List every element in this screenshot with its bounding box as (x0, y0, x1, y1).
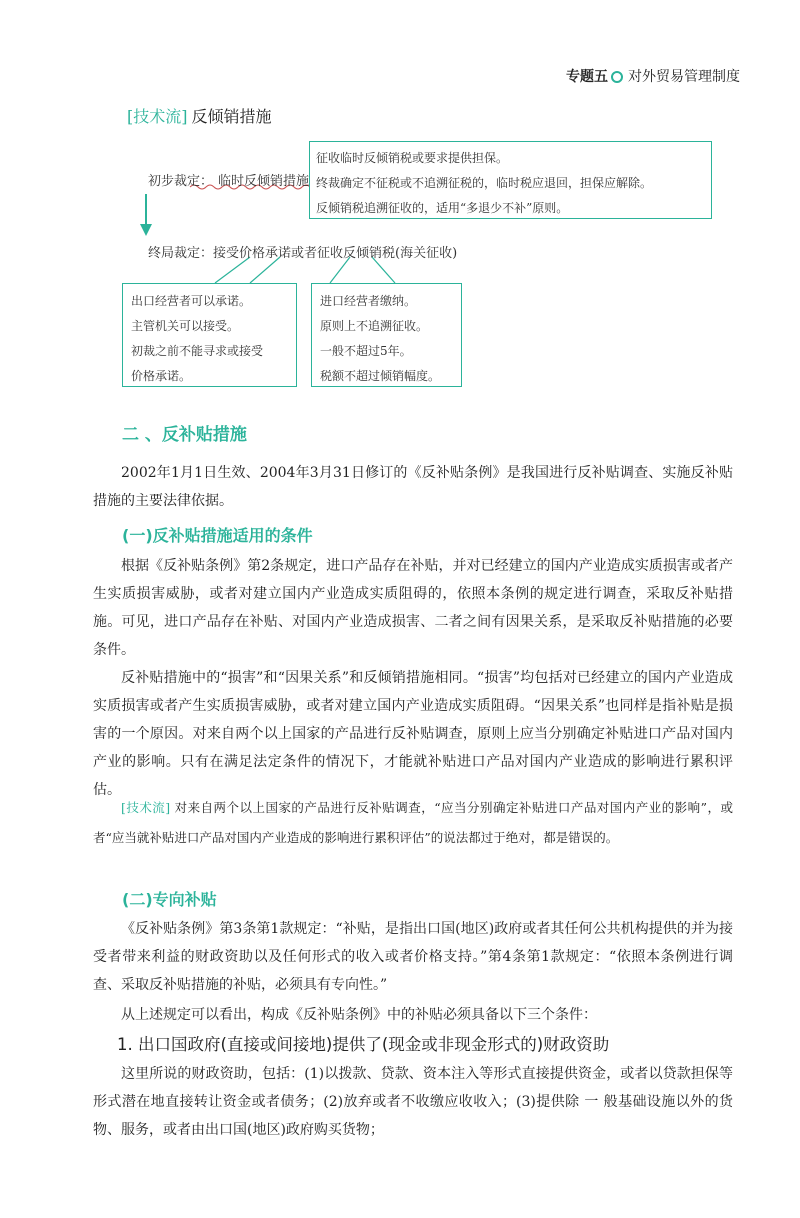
arrow-head (140, 224, 152, 236)
box-line: 税额不超过倾销幅度。 (320, 369, 441, 383)
paragraph-subsidy-definition: 《反补贴条例》第3条第1款规定：“补贴，是指出口国(地区)政府或者其任何公共机构提供的并为接受者带来利益的财政资助以及任何形式的收入或者价格支持。”第4条第1款规定：“依照本条例进行调查、采取反补贴措施的补贴，必须具有专向性。” (93, 921, 733, 993)
section-title: 二 、反补贴措施 (122, 425, 247, 445)
box-line: 进口经营者缴纳。 (320, 294, 417, 308)
box-line: 原则上不追溯征收。 (320, 319, 429, 333)
box-line: 初裁之前不能寻求或接受 (131, 344, 264, 358)
paragraph-conditions: 根据《反补贴条例》第2条规定，进口产品存在补贴，并对已经建立的国内产业造成实质损害或者产生实质损害威胁，或者对建立国内产业造成实质阻碍的，依照本条例的规定进行调查，采取反补贴措施。可见，进口产品存在补贴、对国内产业造成损害、二者之间有因果关系，是采取反补贴措施的必要条件。 (93, 558, 733, 658)
preliminary-value: 临时反倾销措施 (218, 174, 310, 189)
heading-financial-contribution: 1. 出口国政府(直接或间接地)提供了(现金或非现金形式的)财政资助 (117, 1035, 610, 1054)
anti-dumping-duty-box (311, 283, 462, 387)
subsection-title-2: (二)专向补贴 (122, 890, 217, 909)
subsection-title-1: (一)反补贴措施适用的条件 (122, 526, 313, 545)
preliminary-measures-box (309, 141, 712, 219)
paragraph-injury: 反补贴措施中的“损害”和“因果关系”和反倾销措施相同。“损害”均包括对已经建立的国内产业造成实质损害或者产生实质损害威胁，或者对建立国内产业造成实质阻碍。“因果关系”也同样是指补贴是损害的一个原因。对来自两个以上国家的产品进行反补贴调查，原则上应当分别确定补贴进口产品对国内产业的影响。只有在满足法定条件的情况下，才能就补贴进口产品对国内产业造成的影响进行累积评估。 (93, 670, 733, 798)
header-part1: 专题五 (566, 69, 608, 85)
box-line: 价格承诺。 (131, 369, 192, 383)
paragraph-conditions-intro: 从上述规定可以看出，构成《反补贴条例》中的补贴必须具备以下三个条件： (121, 1007, 597, 1023)
box-line: 征收临时反倾销税或要求提供担保。 (316, 151, 509, 165)
tech-tag: [技术流] (121, 800, 171, 815)
box-line: 主管机关可以接受。 (131, 319, 240, 333)
header-part2: 对外贸易管理制度 (628, 69, 740, 85)
tech-tag: [技术流] (127, 107, 188, 126)
box-line: 终裁确定不征税或不追溯征税的，临时税应退回，担保应解除。 (316, 176, 653, 190)
box-line: 出口经营者可以承诺。 (131, 294, 252, 308)
paragraph-financial-contribution: 这里所说的财政资助，包括：(1)以拨款、贷款、资本注入等形式直接提供资金，或者以贷款担保等形式潜在地直接转让资金或者债务；(2)放弃或者不收缴应收收入；(3)提供除 一 般基础设施以外的货物、服务，或者由出口国(地区)政府购买货物； (93, 1066, 733, 1138)
box-line: 一般不超过5年。 (320, 344, 412, 358)
tech-note-text: 对来自两个以上国家的产品进行反补贴调查，“应当分别确定补贴进口产品对国内产业的影响”，或者“应当就补贴进口产品对国内产业造成的影响进行累积评估”的说法都过于绝对，都是错误的。 (93, 800, 733, 845)
final-label: 终局裁定：接受价格承诺或者征收反倾销税(海关征收) (148, 246, 458, 261)
price-undertaking-box (122, 283, 297, 387)
intro-paragraph: 2002年1月1日生效、2004年3月31日修订的《反补贴条例》是我国进行反补贴调查、实施反补贴措施的主要法律依据。 (93, 465, 733, 509)
box-line: 反倾销税追溯征收的，适用“多退少不补”原则。 (316, 201, 569, 215)
tech-note-2 (93, 793, 733, 853)
preliminary-label: 初步裁定： (148, 174, 214, 189)
tech-title: 反倾销措施 (191, 107, 272, 126)
